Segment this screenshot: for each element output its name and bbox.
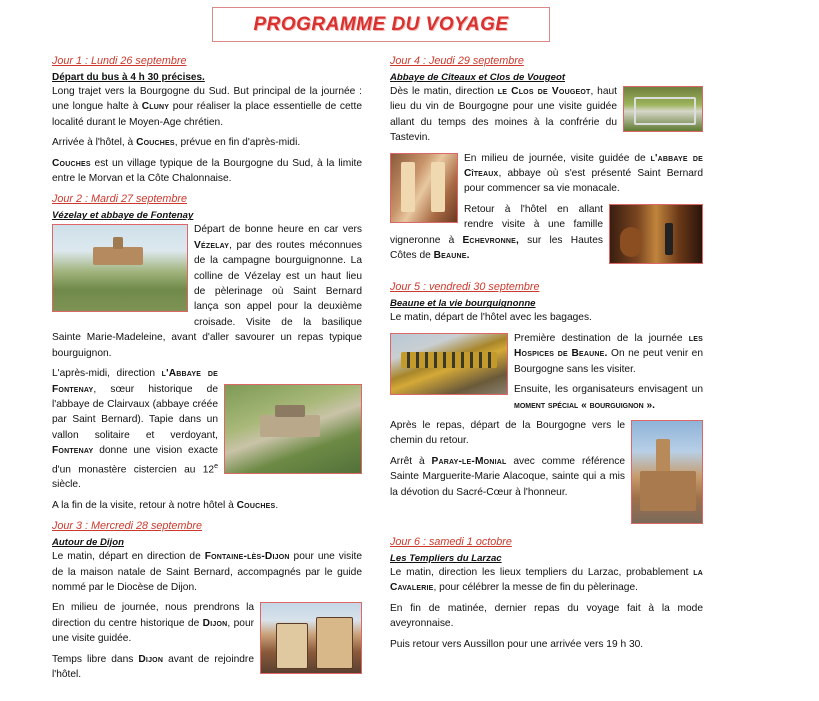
text: L'après-midi, direction [52,368,162,380]
page-title: PROGRAMME DU VOYAGE [253,13,509,35]
text: Le matin, direction les lieux templiers du Larzac, probablement [390,566,694,578]
day-1-paragraph-1 [52,84,362,130]
day-6-subheading: Les Templiers du Larzac [390,552,502,564]
text: est un village typique de la Bourgogne du Sud, à la limite entre le Morvan et la Côte Chalonnaise. [52,157,362,185]
text: Temps libre dans [52,653,139,665]
place-fontenay-abbey: l'Abbaye de Fontenay [52,368,218,395]
day-3-subheading: Autour de Dijon [52,537,124,549]
text: pour une visite de la maison natale de Saint Bernard, accompagnés par le guide nommé par le Diocèse de Dijon. [52,551,362,593]
text: En milieu de journée, nous prendrons la direction du centre historique de [52,602,254,629]
day-5-paragraph-4: Après le repas, départ de la Bourgogne vers le chemin du retour. [390,419,625,447]
dijon-photo [260,602,362,674]
left-column [52,54,362,687]
clos-de-vougeot-photo [623,86,703,132]
text: Départ de bonne heure en car vers [194,224,362,236]
place-citeaux-abbey: l'abbaye de Cîteaux [464,152,703,180]
place-clos-de-vougeot: le Clos de Vougeot [497,86,591,97]
text: , haut lieu du vin de Bourgogne pour une visite guidée allant du temps des moines à la confrérie du Tastevin. [390,86,617,144]
day-1-section [52,54,362,186]
day-6-section [390,535,703,652]
place-couches: Couches [236,499,276,511]
place-cluny: Cluny [141,101,170,113]
special-moment: moment spécial « bourguignon ». [514,399,655,411]
text: . [275,499,279,511]
day-1-heading: Jour 1 : Lundi 26 septembre [52,55,187,67]
text: avec comme référence Sainte Marguerite-Marie Alacoque, sainte qui a mis la dévotion du Sacré-Cœur à l'honneur. [390,455,625,498]
superscript: e [214,462,218,470]
text: , prévue en fin d'après-midi. [174,137,301,149]
day-4-heading: Jour 4 : Jeudi 29 septembre [390,55,524,67]
day-5-subheading: Beaune et la vie bourguignonne [390,298,536,310]
text: Le matin, départ en direction de [52,551,205,563]
day-3-section [52,519,362,682]
day-6-paragraph-3: Puis retour vers Aussillon pour une arrivée vers 19 h 30. [390,638,644,650]
text: Retour à l'hôtel en allant rendre visite à une famille vigneronne à [390,203,603,246]
paray-le-monial-photo [631,420,703,524]
place-dijon: Dijon [138,653,164,665]
text: , abbaye où s'est présenté Saint Bernard pour commencer sa vie monacale. [464,168,703,195]
citeaux-abbey-photo [390,153,458,223]
text: , sœur historique de l'abbaye de Clairvaux (abbaye créée par Saint Bernard). Tapie dans un vallon solitaire et verdoyant, [52,383,218,441]
day-6-heading: Jour 6 : samedi 1 octobre [390,535,512,548]
hospices-de-beaune-photo [390,333,508,395]
text: siècle. [52,479,81,491]
wine-cellar-photo [609,204,703,264]
day-5-paragraph-1: Le matin, départ de l'hôtel avec les bagages. [390,312,592,324]
text: Dès le matin, direction [390,86,498,97]
text: Arrivée à l'hôtel, à [52,137,137,149]
title-box [212,7,550,42]
vezelay-photo [52,224,188,312]
place-vezelay: Vézelay [194,239,230,251]
day-6-paragraph-2: En fin de matinée, dernier repas du voyage fait à la mode aveyronnaise. [390,602,703,630]
place-couches: Couches [52,157,91,169]
text: donne une vision exacte d'un monastère cistercien au 12 [52,445,218,475]
text: Arrêt à [390,455,432,467]
place-echevronne: Echevronne, [462,234,519,246]
place-dijon: Dijon [202,617,228,629]
text: On ne peut venir en Bourgogne sans les visiter. [514,348,703,375]
text: , pour une visite guidée. [52,617,254,645]
place-fontenay: Fontenay [52,445,94,457]
day-5-section [390,280,703,526]
day-2-paragraph-3 [52,498,362,513]
day-4-section [390,54,703,268]
day-3-paragraph-1 [52,549,362,595]
text: , par des routes méconnues de la campagne bourguignonne. La colline de Vézelay est un haut lieu de pèlerinage où Saint Bernard lança son appel pour la deuxième croisade. Visite de la basilique Sainte Marie-Madeleine, avant d'aller savourer un repas typique bourguignon. [52,239,362,359]
text: A la fin de la visite, retour à notre hôtel à [52,499,237,511]
text: pour réaliser la place essentielle de cette localité durant le Moyen-Age chrétien. [52,101,362,128]
text: sur les Hautes Côtes de [390,234,603,262]
text: , pour célébrer la messe de fin du pèlerinage. [433,582,638,594]
text: Première destination de la journée [514,332,689,344]
day-3-heading: Jour 3 : Mercredi 28 septembre [52,520,203,533]
day-2-heading: Jour 2 : Mardi 27 septembre [52,193,188,206]
day-6-paragraph-1 [390,565,703,596]
day-5-heading: Jour 5 : vendredi 30 septembre [390,281,540,294]
day-2-subheading: Vézelay et abbaye de Fontenay [52,210,194,222]
day-1-paragraph-2 [52,135,362,150]
text: Ensuite, les organisateurs envisagent un [514,384,703,396]
text: En milieu de journée, visite guidée de [464,152,651,164]
day-2-section [52,192,362,513]
fontenay-abbey-photo [224,384,362,474]
place-paray-le-monial: Paray-le-Monial [431,455,507,467]
text: avant de rejoindre l'hôtel. [52,653,254,680]
place-fontaine-les-dijon: Fontaine-lès-Dijon [204,551,290,563]
day-1-paragraph-3 [52,156,362,187]
day-4-subheading: Abbaye de Cîteaux et Clos de Vougeot [390,72,566,83]
place-hospices-de-beaune: les Hospices de Beaune. [514,332,703,360]
place-beaune: Beaune. [433,250,470,262]
day-1-subheading: Départ du bus à 4 h 30 précises. [52,72,205,83]
place-la-cavalerie: la Cavalerie [390,566,703,594]
place-couches: Couches [136,137,175,149]
text: Long trajet vers la Bourgogne du Sud. But principal de la journée : une longue halte à [52,86,362,113]
right-column [390,54,703,657]
